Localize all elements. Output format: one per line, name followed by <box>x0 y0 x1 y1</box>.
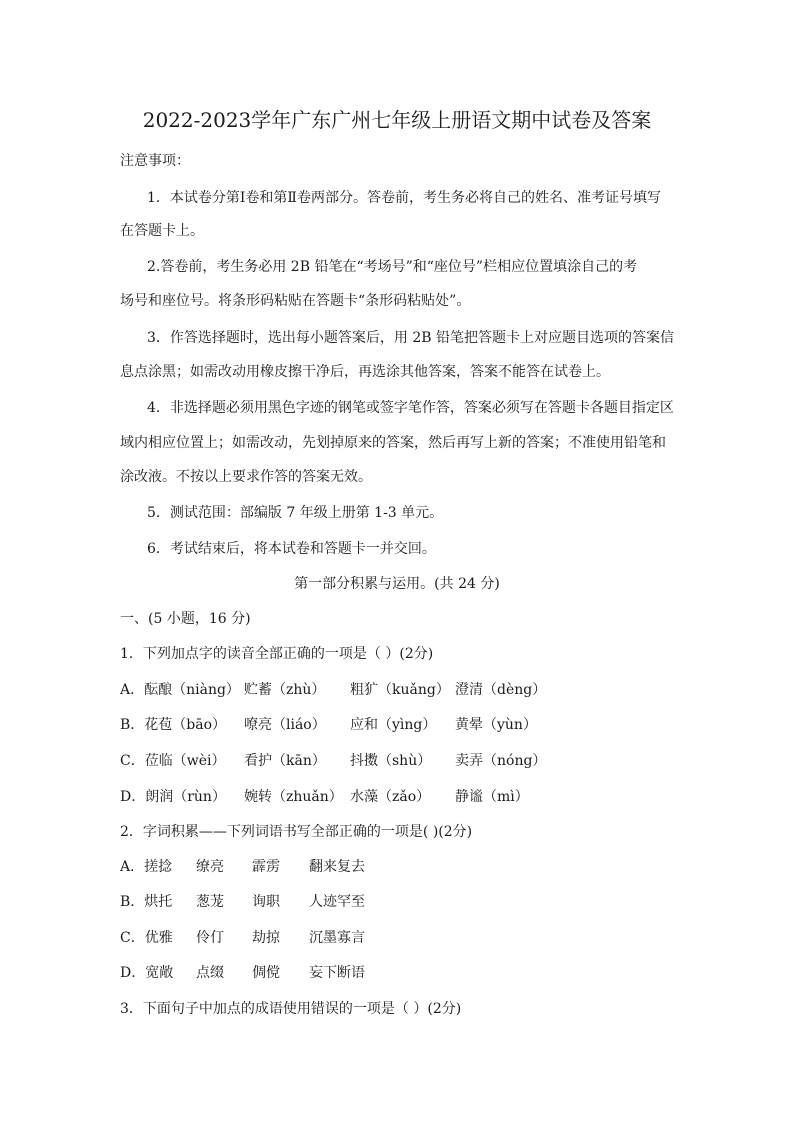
note-4: 4．非选择题必须用黑色字迹的钢笔或签字笔作答，答案必须写在答题卡各题目指定区 <box>147 400 674 416</box>
q2-option-b-item2: 葱茏 <box>196 894 224 910</box>
exam-title: 2022-2023学年广东广州七年级上册语文期中试卷及答案 <box>142 108 652 132</box>
q2-option-a-item1: A．搓捻 <box>120 859 173 875</box>
q1-option-c-item3: 抖擞（shù） <box>350 753 432 769</box>
note-1-cont: 在答题卡上。 <box>120 223 204 239</box>
q2-option-c-item2: 伶仃 <box>196 930 224 946</box>
q1-option-d-item4: 静谧（mì） <box>455 789 529 805</box>
q2-option-d-item1: D．宽敞 <box>120 965 174 981</box>
q2-option-d-item3: 倜傥 <box>252 965 280 981</box>
note-4-cont: 域内相应位置上；如需改动，先划掉原来的答案，然后再写上新的答案；不准使用铅笔和 <box>120 435 666 451</box>
question-3-stem: 3．下面句子中加点的成语使用错误的一项是（ ）(2分) <box>120 1001 462 1017</box>
part-heading: 第一部分积累与运用。(共 24 分) <box>294 576 500 592</box>
q1-option-d-item1: D．朗润（rùn） <box>120 789 226 805</box>
note-6: 6．考试结束后，将本试卷和答题卡一并交回。 <box>147 541 436 557</box>
q2-option-c-item4: 沉墨寡言 <box>309 930 365 946</box>
q1-option-c-item2: 看护（kān） <box>244 753 326 769</box>
section-heading: 一、(5 小题，16 分) <box>120 611 251 627</box>
notice-heading: 注意事项： <box>120 153 190 169</box>
q2-option-b-item1: B．烘托 <box>120 894 173 910</box>
note-2: 2.答卷前，考生务必用 2B 铅笔在“考场号”和“座位号”栏相应位置填涂自己的考 <box>147 259 638 275</box>
q1-option-b-item1: B．花苞（bāo） <box>120 717 227 733</box>
q2-option-d-item2: 点缀 <box>196 965 224 981</box>
q2-option-c-item1: C．优雅 <box>120 930 173 946</box>
note-4-cont2: 涂改液。不按以上要求作答的答案无效。 <box>120 469 372 485</box>
q1-option-a-item1: A．酝酿（niàng） <box>120 682 240 698</box>
q2-option-b-item4: 人迹罕至 <box>309 894 365 910</box>
q2-option-d-item4: 妄下断语 <box>309 965 365 981</box>
q2-option-a-item2: 缭亮 <box>196 859 224 875</box>
q1-option-d-item3: 水藻（zǎo） <box>350 789 431 805</box>
note-3-cont: 息点涂黑；如需改动用橡皮擦干净后，再选涂其他答案，答案不能答在试卷上。 <box>120 364 610 380</box>
q1-option-b-item2: 嘹亮（liáo） <box>244 717 326 733</box>
note-5: 5．测试范围：部编版 7 年级上册第 1-3 单元。 <box>147 505 444 521</box>
q2-option-b-item3: 询职 <box>252 894 280 910</box>
note-3: 3．作答选择题时，选出每小题答案后，用 2B 铅笔把答题卡上对应题目选项的答案信 <box>147 330 675 346</box>
q2-option-a-item4: 翻来复去 <box>309 859 365 875</box>
note-2-cont: 场号和座位号。将条形码粘贴在答题卡“条形码粘贴处”。 <box>120 293 471 309</box>
question-2-stem: 2．字词积累——下列词语书写全部正确的一项是( )(2分) <box>120 824 473 840</box>
q1-option-c-item1: C．莅临（wèi） <box>120 753 226 769</box>
question-1-stem: 1．下列加点字的读音全部正确的一项是（ ）(2分) <box>120 646 434 662</box>
q2-option-c-item3: 劫掠 <box>252 930 280 946</box>
q1-option-a-item3: 粗犷（kuǎng） <box>350 682 450 698</box>
q1-option-c-item4: 卖弄（nóng） <box>455 753 547 769</box>
note-1: 1．本试卷分第Ⅰ卷和第Ⅱ卷两部分。答卷前，考生务必将自己的姓名、准考证号填写 <box>147 190 661 206</box>
q1-option-d-item2: 婉转（zhuǎn） <box>244 789 343 805</box>
q1-option-b-item4: 黄晕（yùn） <box>455 717 537 733</box>
q1-option-a-item4: 澄清（dèng） <box>455 682 547 698</box>
q1-option-b-item3: 应和（yìng） <box>350 717 437 733</box>
q1-option-a-item2: 贮蓄（zhù） <box>244 682 326 698</box>
q2-option-a-item3: 霹雳 <box>252 859 280 875</box>
